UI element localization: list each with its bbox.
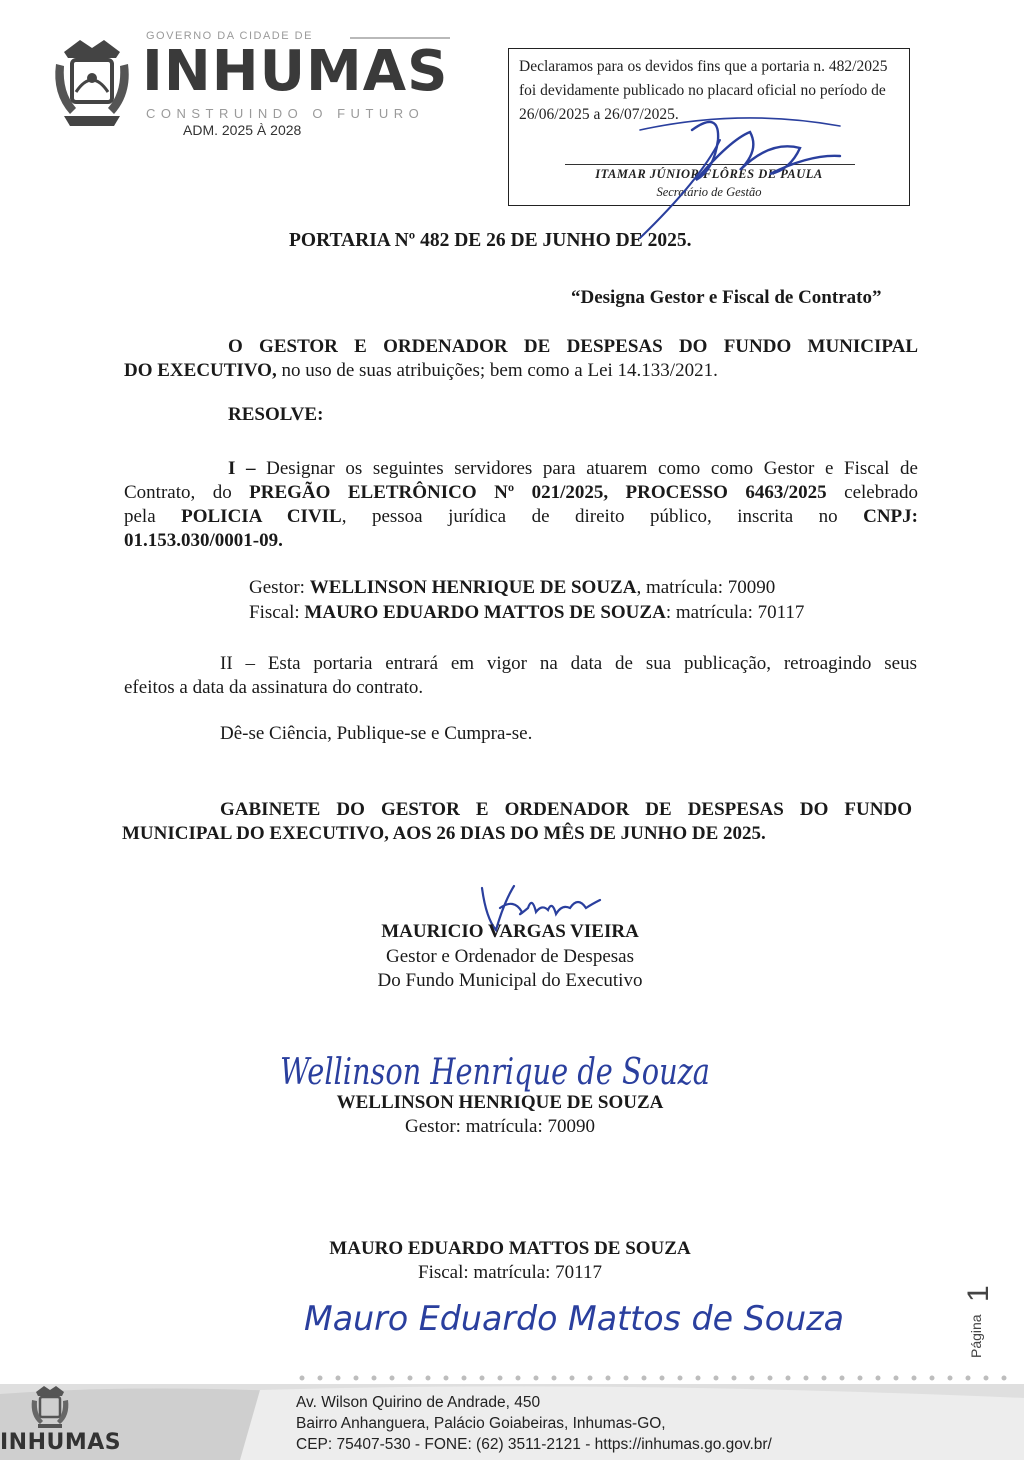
city-name: INHUMAS	[142, 39, 449, 104]
stamp-signer-name: ITAMAR JÚNIOR FLÔRES DE PAULA	[595, 167, 823, 181]
handwritten-mauro: Mauro Eduardo Mattos de Souza	[304, 1299, 844, 1339]
article-1-lead: I –	[228, 458, 256, 479]
footer-address-1: Av. Wilson Quirino de Andrade, 450	[296, 1394, 541, 1411]
fiscal-name: MAURO EDUARDO MATTOS DE SOUZA	[304, 602, 666, 623]
stamp-declaration: Declaramos para os devidos fins que a portaria n. 482/2025 foi devidamente publicado no placard oficial no período de 26/06/2025 a 26/07/2025.	[519, 58, 888, 123]
article-1-line-1	[228, 457, 918, 481]
page-label: Página	[968, 1314, 984, 1358]
footer-crest-icon	[30, 1384, 70, 1430]
preamble-text: no uso de suas atribuições; bem como a Lei 14.133/2021.	[276, 360, 718, 381]
signer-1-name: MAURICIO VARGAS VIEIRA	[381, 921, 639, 942]
signer-1-role-2: Do Fundo Municipal do Executivo	[377, 970, 643, 991]
article-1-line-2	[124, 481, 918, 505]
article-1-text-3a: pela	[124, 506, 182, 527]
city-crest-icon	[50, 34, 134, 130]
resolve-heading: RESOLVE:	[228, 404, 324, 425]
article-1-text-2a: Contrato, do	[124, 482, 250, 503]
header-logo	[50, 28, 460, 140]
gestor-matricula: , matrícula: 70090	[636, 577, 776, 598]
gov-label: GOVERNO DA CIDADE DE	[146, 30, 313, 42]
footer-address-2: Bairro Anhanguera, Palácio Goiabeiras, Inhumas-GO,	[296, 1415, 666, 1432]
article-1-text-3c: , pessoa jurídica de direito público, inscrita no	[341, 506, 864, 527]
article-1-line-3	[124, 505, 918, 529]
document-title: PORTARIA Nº 482 DE 26 DE JUNHO DE 2025.	[289, 230, 692, 251]
signer-3-name: MAURO EDUARDO MATTOS DE SOUZA	[329, 1238, 691, 1259]
document-subject: “Designa Gestor e Fiscal de Contrato”	[571, 287, 882, 308]
pregao-reference: PREGÃO ELETRÔNICO Nº 021/2025, PROCESSO 6463/2025	[249, 482, 827, 503]
gestor-name: WELLINSON HENRIQUE DE SOUZA	[309, 577, 637, 598]
footer-city: INHUMAS	[0, 1430, 122, 1455]
preamble-line-1: O GESTOR E ORDENADOR DE DESPESAS DO FUNDO MUNICIPAL	[228, 336, 918, 357]
page-indicator	[960, 1262, 1000, 1362]
gestor-label: Gestor:	[249, 577, 310, 598]
article-1-text-2c: celebrado	[826, 482, 918, 503]
stamp-signer-role: Secretário de Gestão	[656, 185, 762, 199]
fiscal-line	[249, 601, 804, 625]
cnpj-label: CNPJ:	[863, 506, 918, 527]
cnpj-number: 01.153.030/0001-09.	[124, 530, 283, 551]
article-2-line-2: efeitos a data da assinatura do contrato.	[124, 677, 424, 698]
signer-1-role-1: Gestor e Ordenador de Despesas	[386, 946, 634, 967]
signature-mauro	[298, 1284, 854, 1348]
stamp-signature	[600, 70, 860, 240]
preamble-line-2	[124, 359, 718, 383]
page-number: 1	[962, 1285, 995, 1302]
article-2-line-1: II – Esta portaria entrará em vigor na data de sua publicação, retroagindo seus	[220, 653, 917, 674]
gestor-line	[249, 576, 775, 600]
footer-contact: CEP: 75407-530 - FONE: (62) 3511-2121 - https://inhumas.go.gov.br/	[296, 1436, 772, 1453]
fiscal-matricula: : matrícula: 70117	[665, 602, 805, 623]
administration-period: ADM. 2025 À 2028	[183, 122, 302, 138]
article-1-text-1: Designar os seguintes servidores para atuarem como como Gestor e Fiscal de	[255, 458, 918, 479]
signer-2-name: WELLINSON HENRIQUE DE SOUZA	[336, 1092, 664, 1113]
contracting-entity: POLICIA CIVIL	[181, 506, 342, 527]
preamble-bold: DO EXECUTIVO,	[124, 360, 277, 381]
signer-3-role: Fiscal: matrícula: 70117	[418, 1262, 602, 1283]
fiscal-label: Fiscal:	[249, 602, 305, 623]
gabinete-line-2: MUNICIPAL DO EXECUTIVO, AOS 26 DIAS DO MÊS DE JUNHO DE 2025.	[122, 823, 766, 844]
handwritten-wellinson: Wellinson Henrique de Souza	[280, 1052, 710, 1093]
footer-dots	[296, 1374, 1016, 1382]
closing-formula: Dê-se Ciência, Publique-se e Cumpra-se.	[220, 723, 533, 744]
signer-2-role: Gestor: matrícula: 70090	[405, 1116, 595, 1137]
gabinete-line-1: GABINETE DO GESTOR E ORDENADOR DE DESPESAS DO FUNDO	[220, 799, 912, 820]
city-tagline: CONSTRUINDO O FUTURO	[146, 106, 425, 121]
footer-logo	[0, 1378, 120, 1460]
